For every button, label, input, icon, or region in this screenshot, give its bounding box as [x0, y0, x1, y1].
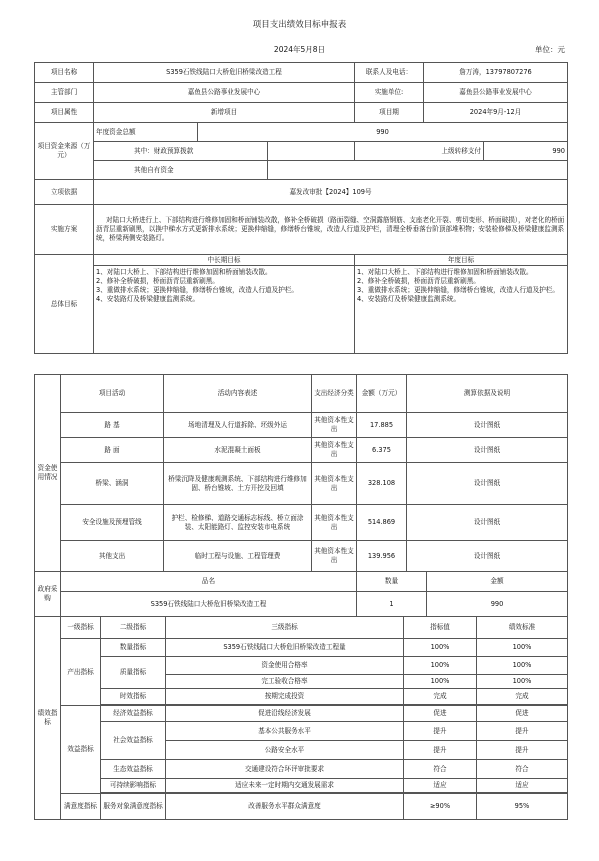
level2: 服务对象满意度指标 — [101, 794, 166, 820]
usage-header: 项目活动 — [61, 375, 164, 413]
target-value: 提升 — [404, 722, 477, 741]
amount: 6.375 — [357, 438, 407, 463]
impl-value: 嘉鱼县公路事业发展中心 — [424, 83, 568, 103]
upper-transfer-label: 上级转移支付 — [355, 142, 484, 161]
standard: 100% — [477, 675, 568, 689]
basis-value: 嘉发改审批【2024】109号 — [94, 180, 568, 205]
contact-label: 联系人及电话： — [355, 63, 424, 83]
table-row — [35, 722, 568, 741]
activity-desc: 场地清理及人行道拆除、坯级外运 — [164, 413, 312, 438]
activity-desc: 水泥混凝土面板 — [164, 438, 312, 463]
fin-funds-value — [268, 142, 355, 161]
level3: 交通建设符合环评审批要求 — [166, 760, 404, 779]
target-value: 符合 — [404, 760, 477, 779]
dept-value: 嘉鱼县公路事业发展中心 — [94, 83, 355, 103]
annual-funds-value: 990 — [198, 123, 568, 142]
impl-label: 实施单位: — [355, 83, 424, 103]
calc-basis: 设计图纸 — [407, 438, 568, 463]
procure-amt-header: 金额 — [427, 572, 568, 592]
usage-header: 支出经济分类 — [312, 375, 357, 413]
table-row — [35, 657, 568, 675]
usage-label: 资金使用情况 — [35, 375, 61, 572]
standard: 提升 — [477, 722, 568, 741]
level2: 生态效益指标 — [101, 760, 166, 779]
level3: 促进沿线经济发展 — [166, 706, 404, 722]
attr-label: 项目属性 — [35, 103, 94, 123]
project-name-label: 项目名称 — [35, 63, 94, 83]
level2: 经济效益指标 — [101, 706, 166, 722]
econ-class: 其他资本性支出 — [312, 413, 357, 438]
fin-funds-label: 其中：财政预算拨款 — [94, 142, 268, 161]
contact-value: 詹万涛，13797807276 — [424, 63, 568, 83]
project-name: S359石铁线陆口大桥危旧桥梁改造工程 — [94, 63, 355, 83]
activity: 其他支出 — [61, 541, 164, 572]
procure-name-header: 品名 — [61, 572, 357, 592]
target-value: 提升 — [404, 741, 477, 760]
standard: 提升 — [477, 741, 568, 760]
page-title: 项目支出绩效目标申报表 — [252, 20, 347, 30]
activity: 路 面 — [61, 438, 164, 463]
usage-header: 测算依据及说明 — [407, 375, 568, 413]
econ-class: 其他资本性支出 — [312, 505, 357, 541]
perf-label: 绩效指标 — [35, 617, 61, 820]
target-value: 促进 — [404, 706, 477, 722]
level2: 质量指标 — [101, 657, 166, 689]
satisfaction-indicator-label: 满意度指标 — [61, 794, 101, 820]
activity: 安全设施及预埋管线 — [61, 505, 164, 541]
level3: 公路安全水平 — [166, 741, 404, 760]
activity: 路 基 — [61, 413, 164, 438]
level3: 基本公共服务水平 — [166, 722, 404, 741]
level3: 改善服务水平群众满意度 — [166, 794, 404, 820]
procure-amt: 990 — [427, 592, 568, 617]
goals-label: 总体目标 — [35, 255, 94, 354]
table-row — [35, 463, 568, 505]
activity-desc: 桥梁沉降及健康观测系统、下部结构进行维修加固、桥台锥坡、土方开挖及回填 — [164, 463, 312, 505]
level3: 适应未来一定时期内交通发展需求 — [166, 779, 404, 793]
amount: 17.885 — [357, 413, 407, 438]
mid-goal-text: 1、对陆口大桥上、下部结构进行维修加固和桥面铺装改散。 2、修补全桥破损，桥面沥青层重新刷黑。 3、重做排水系统；更换伸缩缝，修缮桥台锥坡，改造人行道及护栏。 4、安装路灯及桥梁健康监测系统。 — [94, 266, 355, 354]
level2: 社会效益指标 — [101, 722, 166, 760]
perf-table — [34, 616, 568, 820]
target-value: 100% — [404, 639, 477, 657]
procure-qty-header: 数量 — [357, 572, 427, 592]
level3: 按期完成投资 — [166, 689, 404, 705]
standard: 符合 — [477, 760, 568, 779]
dept-label: 主管部门 — [35, 83, 94, 103]
self-funds-value — [268, 161, 568, 180]
perf-h3: 三级指标 — [166, 617, 404, 639]
perf-h4: 指标值 — [404, 617, 477, 639]
report-date: 2024年5月8日 — [273, 45, 326, 54]
year-goal-header: 年度目标 — [355, 255, 568, 266]
annual-funds-label: 年度资金总额 — [94, 123, 198, 142]
level2: 可持续影响指标 — [101, 779, 166, 793]
table-row — [35, 760, 568, 779]
upper-transfer-value: 990 — [484, 142, 568, 161]
activity-desc: 护栏、检修梯、道路交通标志标线、桥立面涂装、太阳能路灯、监控安装市电系统 — [164, 505, 312, 541]
procure-qty: 1 — [357, 592, 427, 617]
usage-table — [34, 374, 568, 572]
calc-basis: 设计图纸 — [407, 463, 568, 505]
perf-h5: 绩效标准 — [477, 617, 568, 639]
standard: 促进 — [477, 706, 568, 722]
target-value: 完成 — [404, 689, 477, 705]
table-row — [35, 639, 568, 657]
plan-label: 实施方案 — [35, 205, 94, 255]
mid-goal-header: 中长期目标 — [94, 255, 355, 266]
table-row — [35, 438, 568, 463]
target-value: ≥90% — [404, 794, 477, 820]
standard: 100% — [477, 657, 568, 675]
table-row — [35, 794, 568, 820]
amount: 328.108 — [357, 463, 407, 505]
standard: 完成 — [477, 689, 568, 705]
procure-label: 政府采购 — [35, 572, 61, 617]
table-row — [35, 505, 568, 541]
table-row — [35, 592, 568, 617]
table-row — [35, 689, 568, 705]
level3: 资金使用合格率 — [166, 657, 404, 675]
perf-h1: 一级指标 — [61, 617, 101, 639]
amount: 139.956 — [357, 541, 407, 572]
procure-table — [34, 571, 568, 617]
target-value: 适应 — [404, 779, 477, 793]
currency-unit: 单位：元 — [535, 45, 565, 54]
usage-header: 活动内容表述 — [164, 375, 312, 413]
table-row — [35, 779, 568, 793]
attr-value: 新增项目 — [94, 103, 355, 123]
info-table — [34, 62, 568, 354]
year-goal-text: 1、对陆口大桥上、下部结构进行维修加固和桥面铺装改散。 2、修补全桥破损，桥面沥青层重新刷黑。 3、重做排水系统；更换伸缩缝，修缮桥台锥坡，改造人行道及护栏。 4、安装路灯及桥梁健康监测系统。 — [355, 266, 568, 354]
standard: 100% — [477, 639, 568, 657]
calc-basis: 设计图纸 — [407, 541, 568, 572]
perf-h2: 二级指标 — [101, 617, 166, 639]
level3: 完工验收合格率 — [166, 675, 404, 689]
plan-text: 对陆口大桥进行上、下部结构进行维修加固和桥面铺装改散，修补全桥破损（路面裂缝、空洞露筋钢筋、支座老化开裂、剪切变形、桥面破损），对老化的桥面沥青层重新刷黑，以换中梯水方式更新排水系统；更换伸缩缝，修缮桥台锥坡，改造人行道及护栏，清理全桥垂落台阶顶部堆积物；安装检修梯及桥梁健康监测系统，桥梁两侧安装路灯。 — [94, 205, 568, 255]
basis-label: 立项依据 — [35, 180, 94, 205]
funds-label: 项目资金来源（万元） — [35, 123, 94, 180]
level2: 时效指标 — [101, 689, 166, 705]
effect-indicator-label: 效益指标 — [61, 706, 101, 794]
activity-desc: 临时工程与设施、工程管理费 — [164, 541, 312, 572]
econ-class: 其他资本性支出 — [312, 463, 357, 505]
table-row — [35, 706, 568, 722]
econ-class: 其他资本性支出 — [312, 541, 357, 572]
standard: 95% — [477, 794, 568, 820]
amount: 514.869 — [357, 505, 407, 541]
procure-name: S359石铁线陆口大桥危旧桥梁改造工程 — [61, 592, 357, 617]
calc-basis: 设计图纸 — [407, 505, 568, 541]
activity: 桥梁、涵洞 — [61, 463, 164, 505]
level2: 数量指标 — [101, 639, 166, 657]
target-value: 100% — [404, 675, 477, 689]
level3: S359石铁线陆口大桥危旧桥梁改造工程量 — [166, 639, 404, 657]
standard: 适应 — [477, 779, 568, 793]
output-indicator-label: 产出指标 — [61, 639, 101, 706]
target-value: 100% — [404, 657, 477, 675]
usage-header: 金额（万元） — [357, 375, 407, 413]
period-value: 2024年9月-12月 — [424, 103, 568, 123]
table-row — [35, 413, 568, 438]
econ-class: 其他资本性支出 — [312, 438, 357, 463]
table-row — [35, 541, 568, 572]
calc-basis: 设计图纸 — [407, 413, 568, 438]
period-label: 项目期 — [355, 103, 424, 123]
self-funds-label: 其他自有资金 — [94, 161, 268, 180]
